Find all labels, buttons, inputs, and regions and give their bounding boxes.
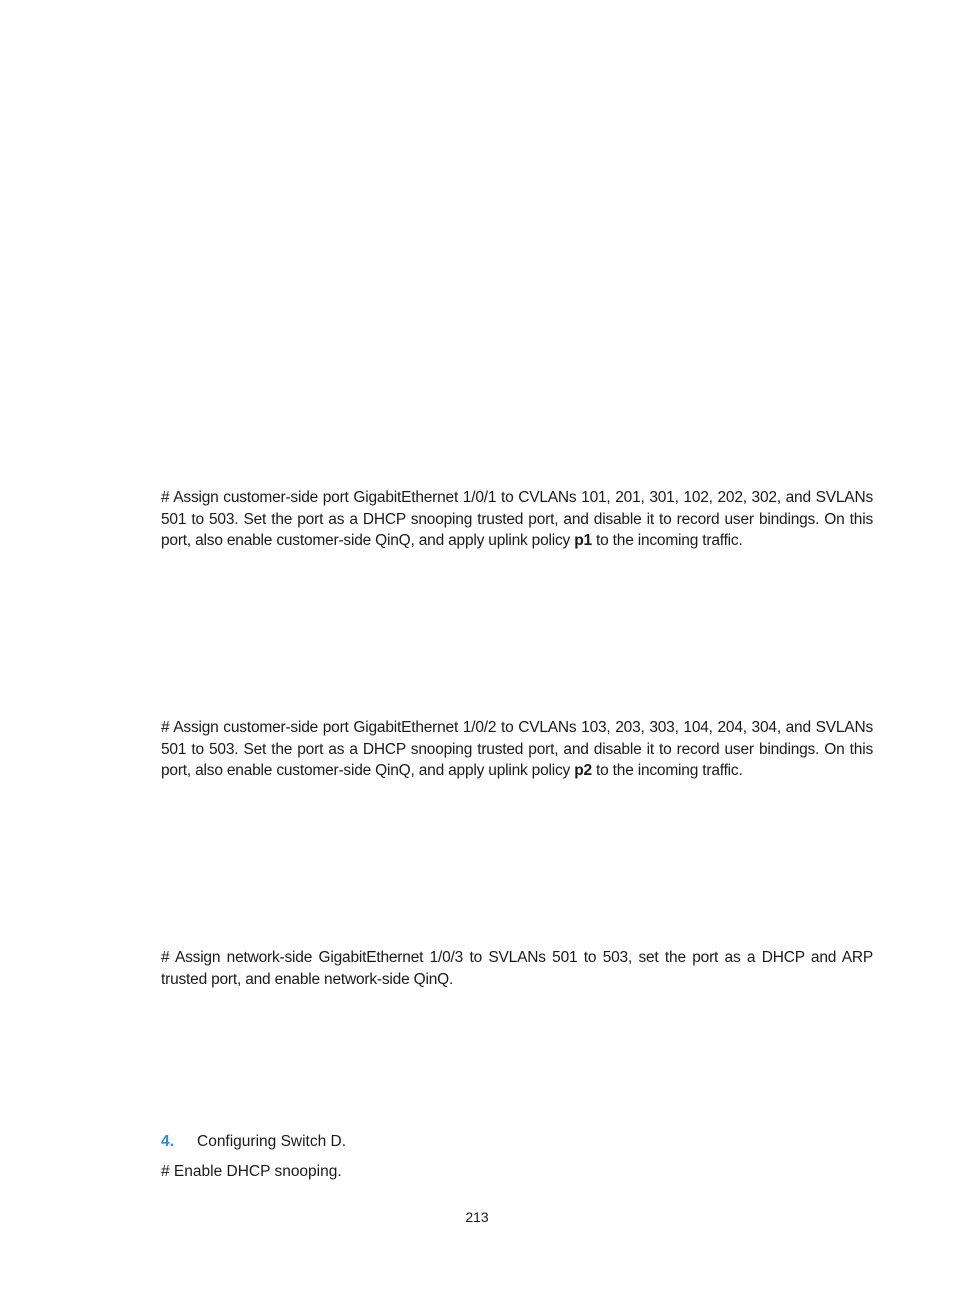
paragraph-text: to the incoming traffic. <box>591 762 743 780</box>
paragraph-assign-port-3 <box>161 947 873 990</box>
paragraph-assign-port-2 <box>161 717 873 782</box>
page-number: 213 <box>465 1209 489 1225</box>
step-note: # Enable DHCP snooping. <box>161 1163 342 1180</box>
policy-name: p2 <box>574 762 592 780</box>
step-number: 4. <box>161 1133 174 1150</box>
paragraph-text: to the incoming traffic. <box>591 532 743 550</box>
paragraph-text: # Assign customer-side port GigabitEthernet 1/0/2 to CVLANs 103, 203, 303, 104, 204, 304, and SVLANs 501 to 503. Set the port as a DHCP snooping trusted port, and disable it to record user bindings. On this port, also enable customer-side QinQ, and apply uplink policy <box>161 719 873 780</box>
paragraph-text: # Assign customer-side port GigabitEthernet 1/0/1 to CVLANs 101, 201, 301, 102, 202, 302, and SVLANs 501 to 503. Set the port as a DHCP snooping trusted port, and disable it to record user bindings. On this port, also enable customer-side QinQ, and apply uplink policy <box>161 489 873 550</box>
step-item <box>161 1131 346 1152</box>
step-label: Configuring Switch D. <box>197 1133 347 1150</box>
paragraph-text: # Assign network-side GigabitEthernet 1/0/3 to SVLANs 501 to 503, set the port as a DHCP and ARP trusted port, and enable network-side QinQ. <box>161 949 873 988</box>
policy-name: p1 <box>574 532 592 550</box>
paragraph-assign-port-1 <box>161 487 873 552</box>
